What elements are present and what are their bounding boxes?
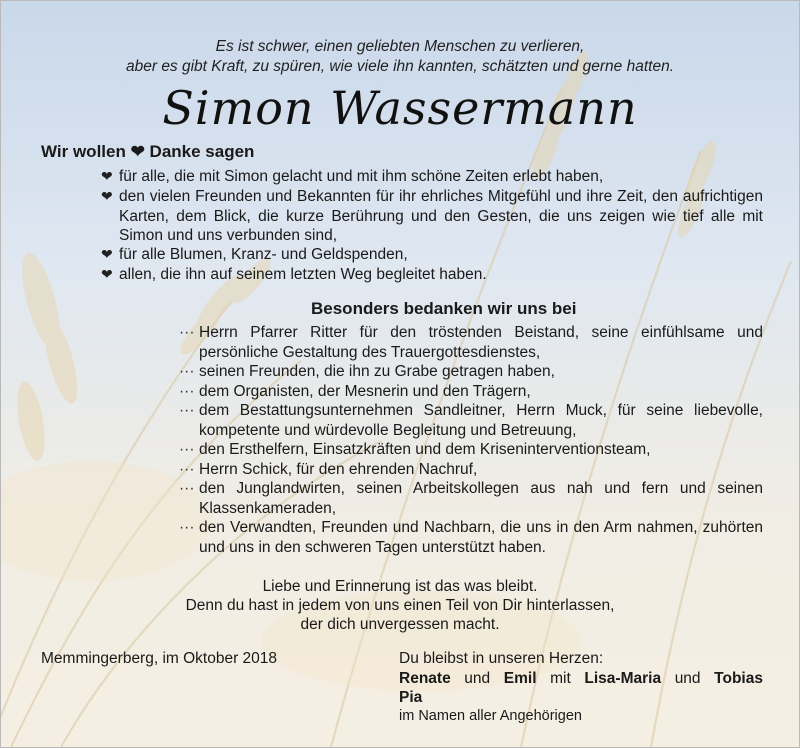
deceased-name: Simon Wassermann: [162, 81, 638, 135]
ellipsis-icon: ···: [179, 480, 195, 497]
heart-icon: ❤: [101, 168, 113, 184]
motto-line-1: Es ist schwer, einen geliebten Menschen zu verlieren,: [215, 38, 585, 55]
motto-line-2: aber es gibt Kraft, zu spüren, wie viele ihn kannten, schätzten und gerne hatten.: [125, 58, 674, 75]
closing-line-3: der dich unvergessen macht.: [300, 616, 500, 633]
signatory-name: Renate: [399, 670, 451, 687]
heart-icon: ❤: [101, 266, 113, 282]
list-item: ··· den Verwandten, Freunden und Nachbarn, die uns in den Arm nahmen, zuhörten und uns in den schweren Tagen unterstützt haben.: [179, 519, 763, 556]
signatory-name: Tobias: [714, 670, 763, 687]
ellipsis-icon: ···: [179, 363, 195, 380]
signature-names: Renate und Emil mit Lisa-Maria und Tobias: [399, 670, 763, 687]
heart-icon: ❤: [101, 246, 113, 262]
ellipsis-icon: ···: [179, 460, 195, 478]
ellipsis-icon: ···: [179, 402, 195, 419]
thanks-item: ❤ für alle, die mit Simon gelacht und mit ihm schöne Zeiten erlebt haben,: [101, 168, 604, 185]
list-item: ··· den Ersthelfern, Einsatzkräften und dem Kriseninterventionsteam,: [179, 441, 651, 458]
special-thanks-list: [179, 323, 763, 557]
thanks-item: ❤ den vielen Freunden und Bekannten für ihr ehrliches Mitgefühl und ihre Zeit, den aufrichtigen Karten, dem Blick, die kurze Berührung und den Gesten, die uns zeigen wie tief alle mit Simon und uns verbunden sind,: [101, 188, 763, 244]
thanks-item: ❤ für alle Blumen, Kranz- und Geldspenden,: [101, 246, 408, 263]
special-thanks-heading: Besonders bedanken wir uns bei: [311, 299, 577, 318]
list-item: ··· dem Organisten, der Mesnerin und den Trägern,: [179, 382, 531, 400]
signatory-name: Pia: [399, 689, 423, 706]
place-and-date: Memmingerberg, im Oktober 2018: [41, 650, 278, 667]
closing-line-1: Liebe und Erinnerung ist das was bleibt.: [262, 578, 538, 595]
signatory-name: Lisa-Maria: [584, 670, 662, 687]
heart-icon: ❤: [101, 188, 113, 204]
thanks-item: ❤ allen, die ihn auf seinem letzten Weg begleitet haben.: [101, 266, 487, 283]
ellipsis-icon: ···: [179, 324, 195, 341]
list-item: ··· seinen Freunden, die ihn zu Grabe getragen haben,: [179, 363, 555, 380]
ellipsis-icon: ···: [179, 441, 195, 458]
list-item: ··· Herrn Schick, für den ehrenden Nachruf,: [179, 460, 478, 478]
closing-line-2: Denn du hast in jedem von uns einen Teil von Dir hinterlassen,: [185, 597, 615, 614]
list-item: ··· Herrn Pfarrer Ritter für den tröstenden Beistand, seine einfühlsame und persönliche Gestaltung des Trauergottesdienstes,: [179, 324, 763, 361]
signature-intro: Du bleibst in unseren Herzen:: [399, 650, 604, 667]
list-item: ··· den Junglandwirten, seinen Arbeitskollegen aus nah und fern und seinen Klassenkameraden,: [179, 480, 763, 517]
ellipsis-icon: ···: [179, 382, 195, 400]
list-item: ··· dem Bestattungsunternehmen Sandleitner, Herrn Muck, für seine liebevolle, kompetente und würdevolle Begleitung und Betreuung,: [179, 402, 763, 439]
ellipsis-icon: ···: [179, 519, 195, 536]
thanks-heading: Wir wollen ❤ Danke sagen: [41, 142, 255, 161]
signatory-name: Emil: [503, 670, 537, 687]
signature-footer: im Namen aller Angehörigen: [399, 708, 582, 724]
